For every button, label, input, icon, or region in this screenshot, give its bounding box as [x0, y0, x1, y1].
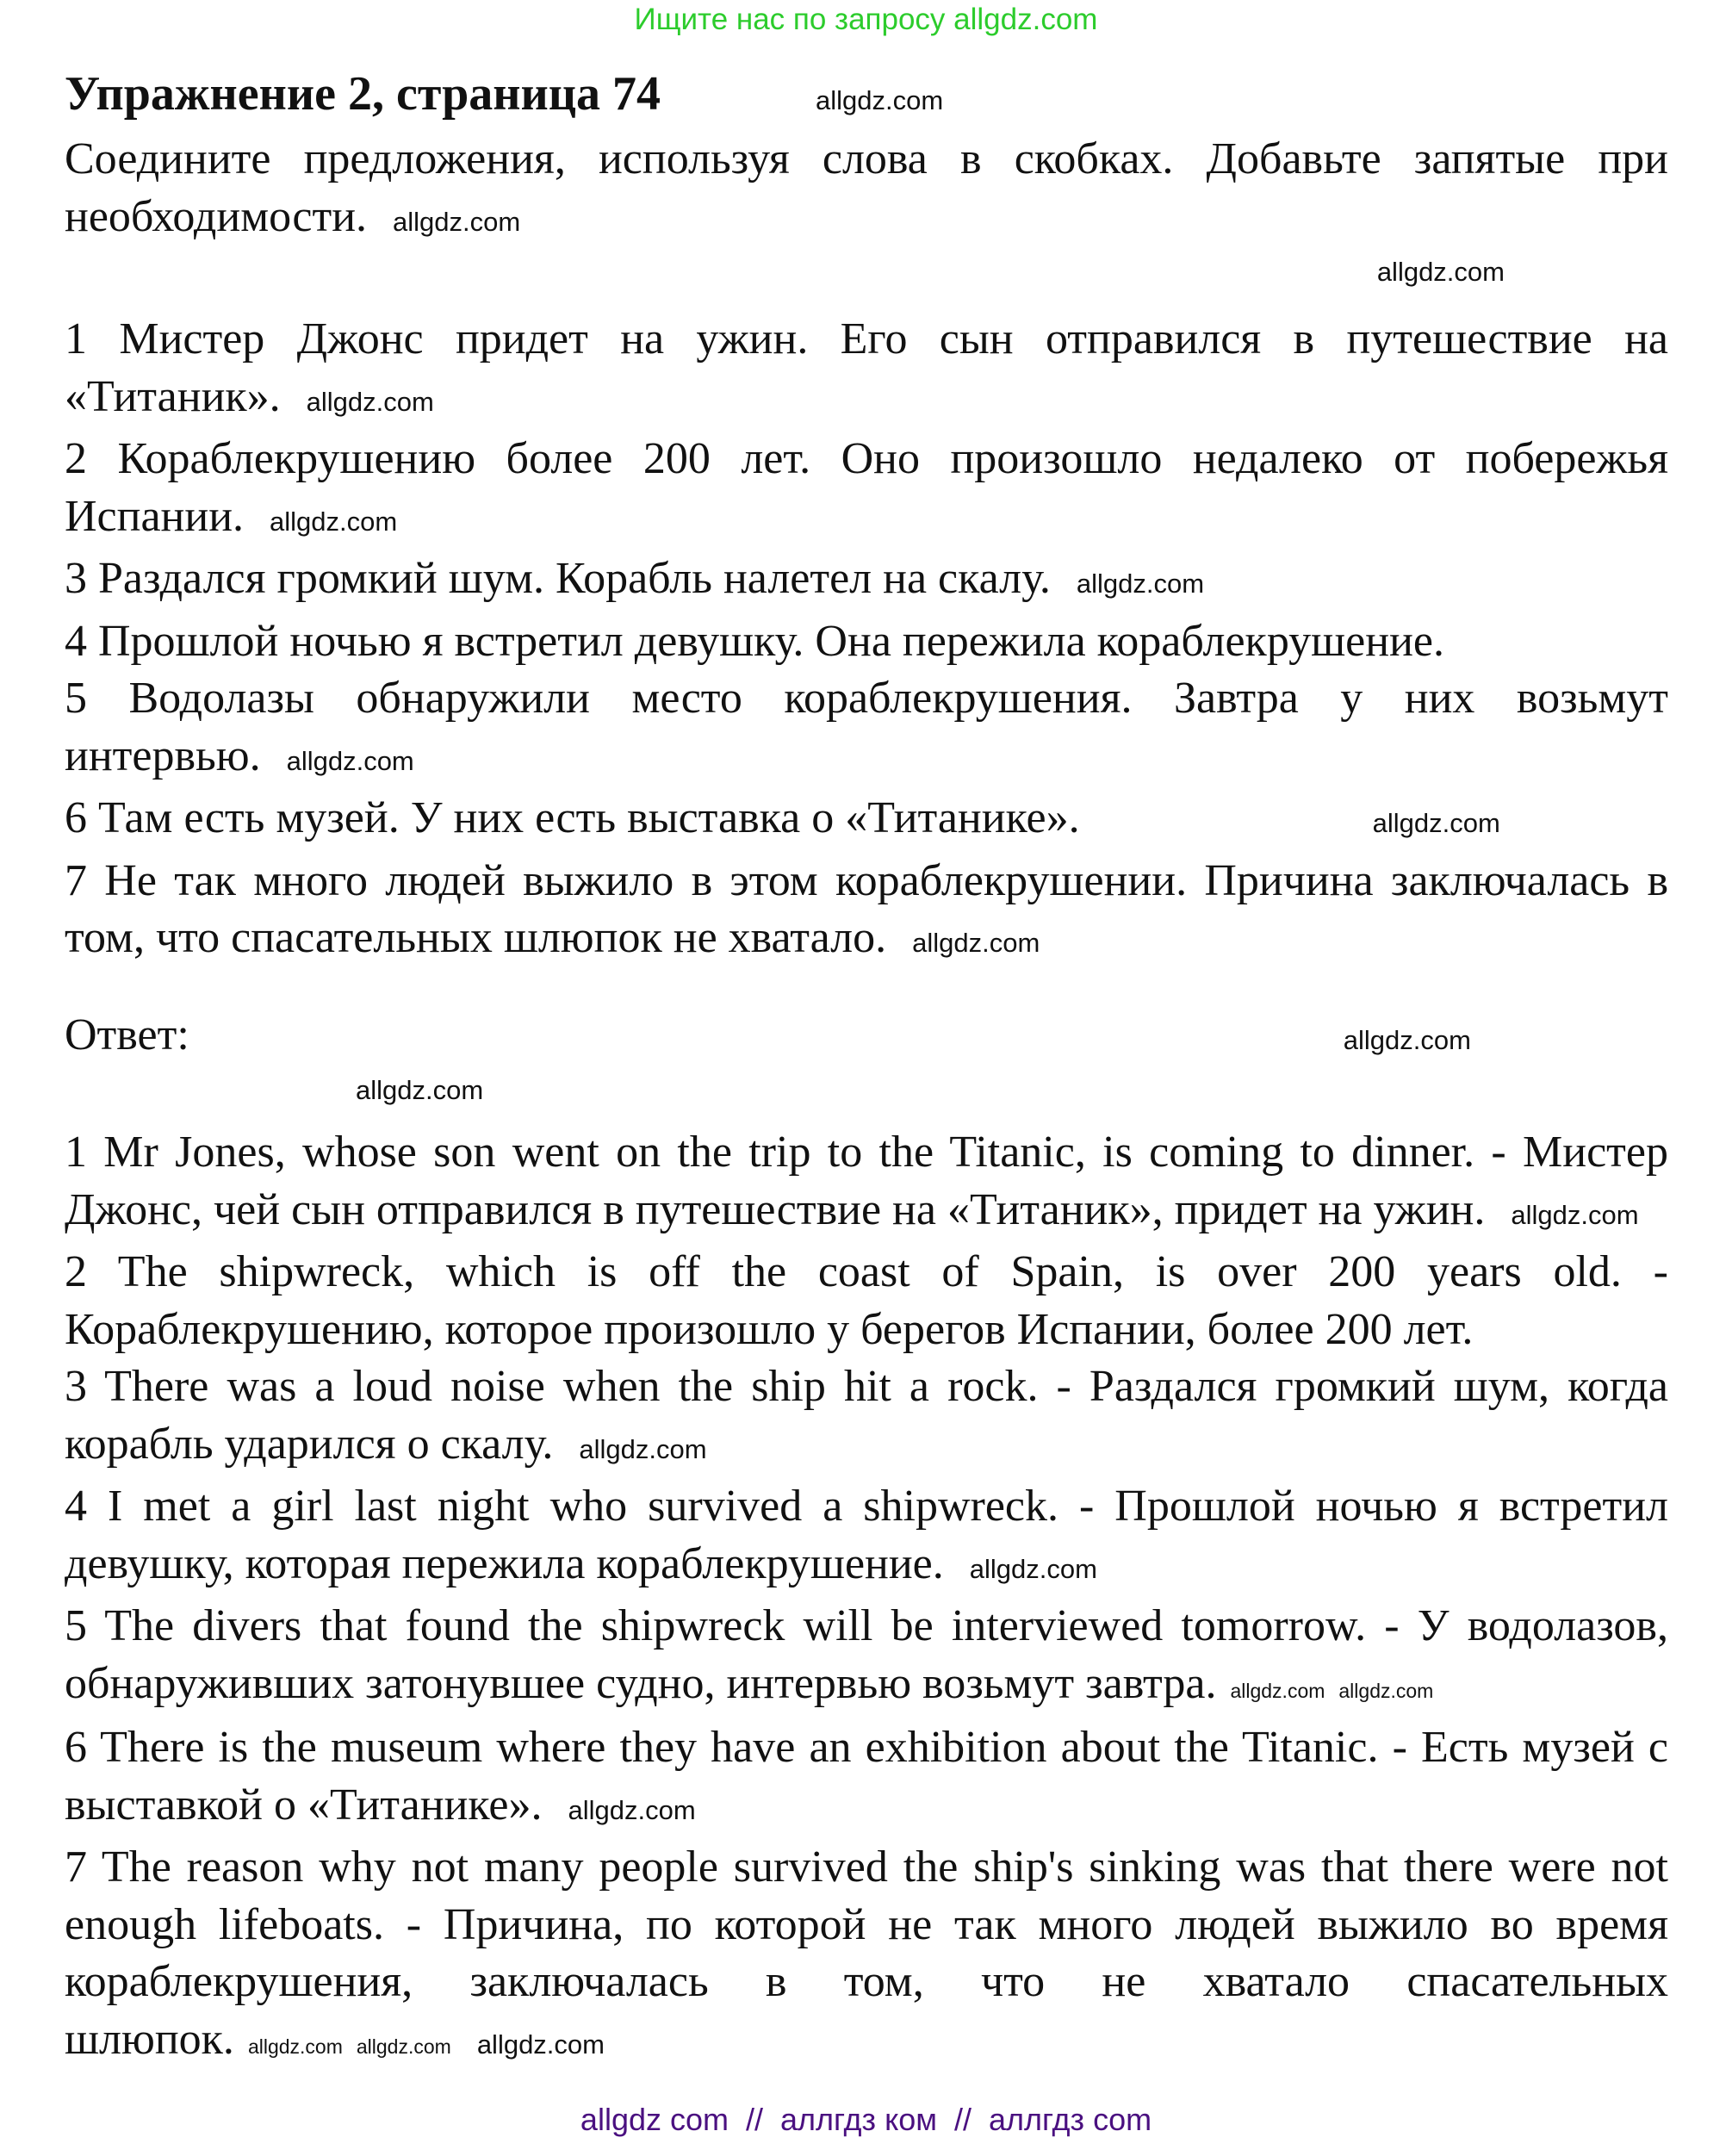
watermark: allgdz.com	[356, 2035, 451, 2058]
watermark: allgdz.com	[393, 206, 521, 237]
task-text: 2 Кораблекрушению более 200 лет. Оно произошло недалеко от побережья Испании.	[65, 434, 1668, 541]
watermark: allgdz.com	[1076, 569, 1205, 599]
task-item	[65, 790, 1668, 853]
answer-item	[65, 1598, 1668, 1719]
task-item	[65, 550, 1668, 613]
instruction: Соедините предложения, используя слова в скобках. Добавьте запятые при необходимости.	[65, 134, 1668, 241]
answer-text: 4 I met a girl last night who survived a shipwreck. - Прошлой ночью я встретил девушку, которая пережила кораблекрушение.	[65, 1482, 1668, 1588]
task-item	[65, 311, 1668, 431]
watermark: allgdz.com	[1511, 1199, 1639, 1230]
answer-text: 1 Mr Jones, whose son went on the trip to the Titanic, is coming to dinner. - Мистер Джонс, чей сын отправился в путешествие на «Титаник», придет на ужин.	[65, 1128, 1668, 1234]
watermark: allgdz.com	[579, 1433, 707, 1464]
instruction-block	[65, 131, 1668, 251]
answer-text: 6 There is the museum where they have an exhibition about the Titanic. - Есть музей с выставкой о «Титанике».	[65, 1723, 1668, 1830]
answer-item	[65, 1244, 1668, 1358]
task-item	[65, 853, 1668, 972]
answer-label-line	[65, 1007, 1668, 1070]
task-item	[65, 670, 1668, 790]
answer-text: 5 The divers that found the shipwreck will be interviewed tomorrow. - У водолазов, обнаруживших затонувшее судно, интервью возьмут завтра.	[65, 1601, 1668, 1708]
page-title: Упражнение 2, страница 74	[65, 67, 661, 121]
watermark: allgdz.com	[1372, 808, 1500, 838]
task-text: 7 Не так много людей выжило в этом кораблекрушении. Причина заключалась в том, что спасательных шлюпок не хватало.	[65, 855, 1668, 962]
watermark-line	[65, 251, 1668, 294]
watermark: allgdz.com	[270, 506, 398, 537]
answer-item	[65, 1358, 1668, 1478]
answer-item	[65, 1719, 1668, 1839]
task-text: 3 Раздался громкий шум. Корабль налетел на скалу.	[65, 554, 1051, 603]
task-text: 1 Мистер Джонс придет на ужин. Его сын отправился в путешествие на «Титаник».	[65, 314, 1668, 421]
watermark: allgdz.com	[247, 2035, 343, 2058]
watermark-line	[65, 1069, 1668, 1112]
search-banner: Ищите нас по запросу allgdz.com	[634, 3, 1098, 36]
task-item	[65, 431, 1668, 550]
answer-text: 7 The reason why not many people survived the ship's sinking was that there were not enough lifeboats. - Причина, по которой не так много людей выжило во время кораблекрушения, заключалась в том, что не хватало спасательных шлюпок.	[65, 1842, 1668, 2064]
task-text: 5 Водолазы обнаружили место кораблекрушения. Завтра у них возьмут интервью.	[65, 674, 1668, 780]
watermark: allgdz.com	[912, 928, 1040, 958]
page-title-line	[65, 64, 1668, 131]
watermark: allgdz.com	[816, 85, 944, 115]
task-text: 6 Там есть музей. У них есть выставка о «Титанике».	[65, 793, 1080, 842]
task-text: 4 Прошлой ночью я встретил девушку. Она пережила кораблекрушение.	[65, 616, 1444, 666]
answer-item	[65, 1478, 1668, 1598]
answer-item	[65, 1124, 1668, 1244]
watermark: allgdz.com	[356, 1075, 484, 1105]
watermark: allgdz.com	[476, 2029, 605, 2060]
answer-text: 3 There was a loud noise when the ship hit a rock. - Раздался громкий шум, когда корабль ударился о скалу.	[65, 1362, 1668, 1469]
watermark: allgdz.com	[1376, 257, 1505, 287]
document-body	[0, 47, 1732, 2075]
watermark: allgdz.com	[1338, 1679, 1434, 1702]
watermark: allgdz.com	[969, 1553, 1097, 1584]
watermark: allgdz.com	[286, 745, 414, 776]
footer-links: allgdz com // аллгдз ком // аллгдз com	[580, 2102, 1152, 2137]
answer-item	[65, 1839, 1668, 2075]
watermark: allgdz.com	[1230, 1679, 1325, 1702]
task-item	[65, 613, 1668, 671]
answer-text: 2 The shipwreck, which is off the coast of Spain, is over 200 years old. - Кораблекрушению, которое произошло у берегов Испании, более 200 лет.	[65, 1247, 1668, 1354]
watermark: allgdz.com	[306, 386, 434, 417]
watermark: allgdz.com	[1343, 1024, 1471, 1055]
watermark: allgdz.com	[568, 1794, 696, 1825]
answer-label: Ответ:	[65, 1010, 189, 1059]
